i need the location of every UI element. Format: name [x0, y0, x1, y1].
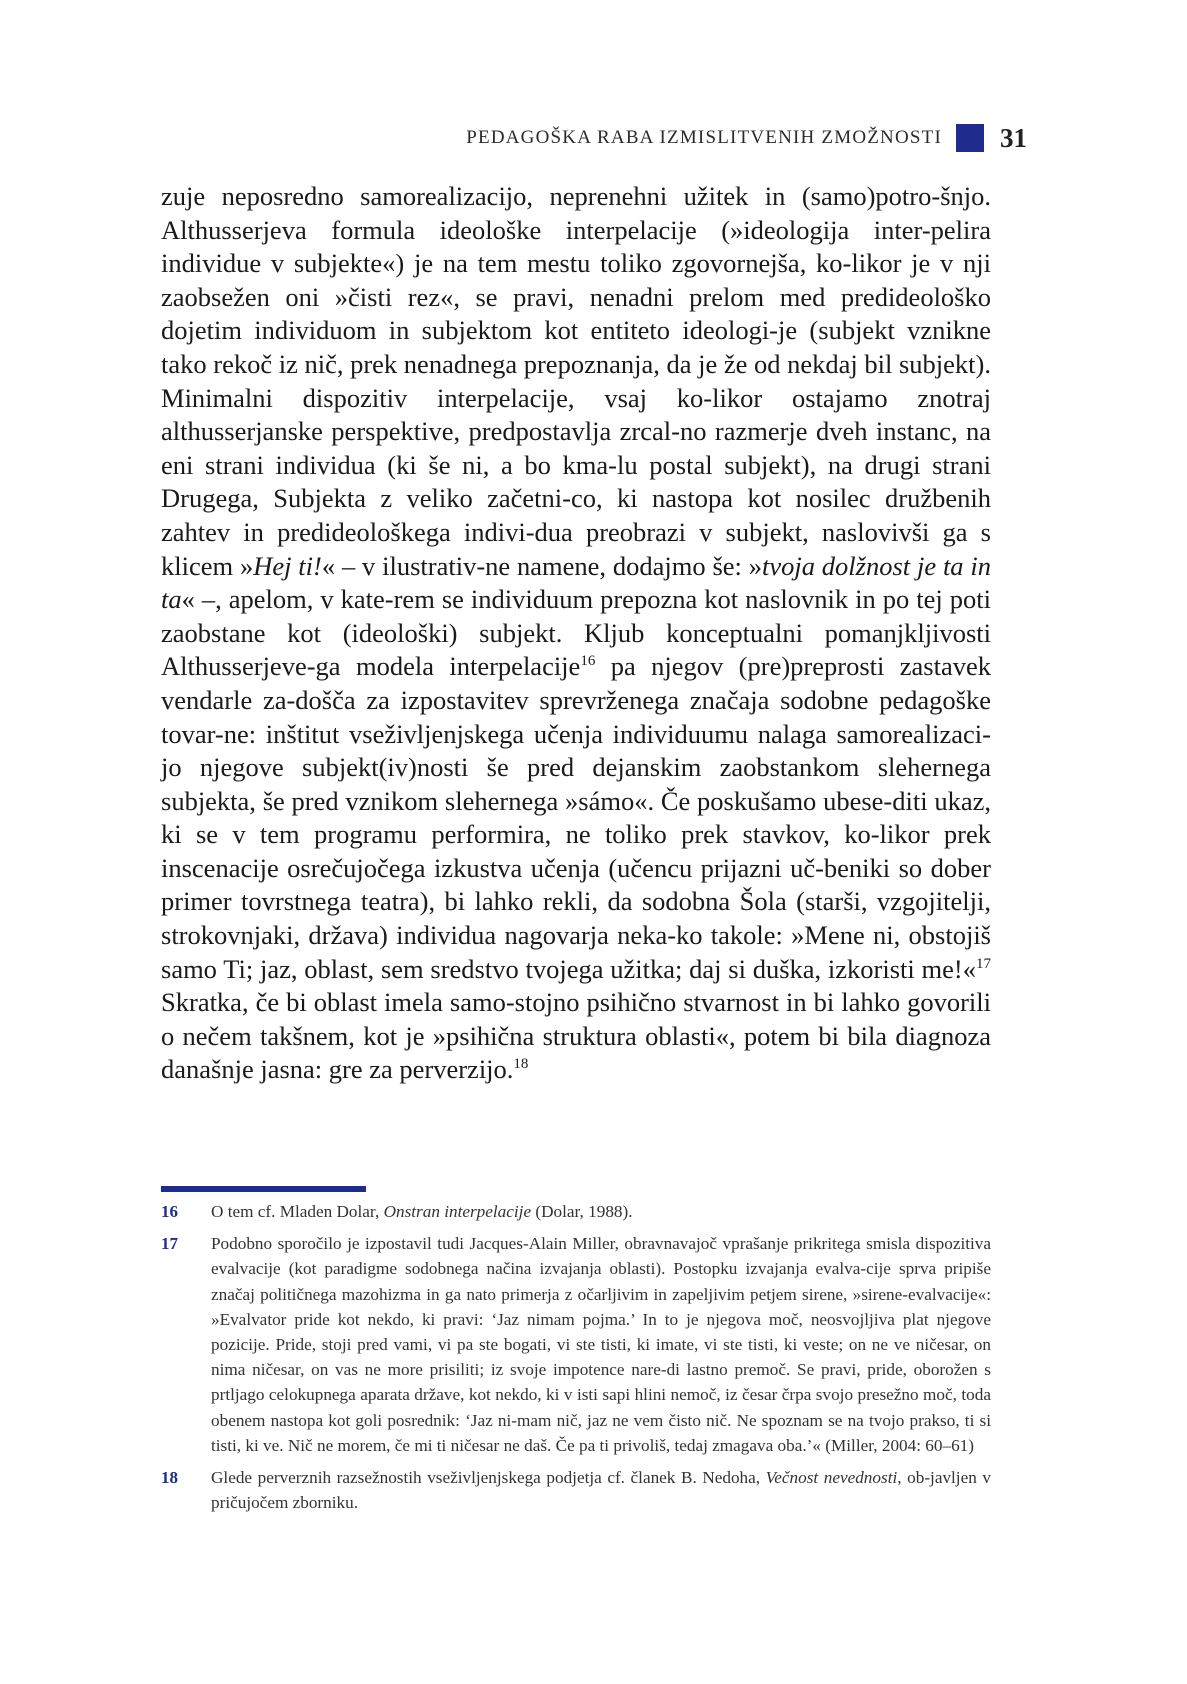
main-text [161, 180, 991, 1087]
italic-title: Onstran interpelacije [383, 1202, 532, 1221]
footnote-number: 16 [161, 1202, 178, 1221]
footnote-ref-17[interactable]: 17 [976, 955, 991, 972]
footnote [161, 1465, 991, 1515]
footnote-text [211, 1199, 991, 1224]
running-header [466, 120, 1027, 156]
text-run: « –, apelom, v kate-rem se individuum prepozna kot naslovnik in po tej poti zaobstane kot (ideološki) subjekt. Kljub konceptualni pomanjkljivosti Althusserjeve-ga modela interpelacije [161, 584, 991, 682]
footnote [161, 1231, 991, 1458]
footnote-ref-18[interactable]: 18 [513, 1056, 529, 1073]
footnote-ref-16[interactable]: 16 [580, 653, 596, 670]
footnote-text [211, 1231, 991, 1458]
footnote [161, 1199, 991, 1224]
footnotes [161, 1199, 991, 1522]
italic-title: Večnost nevednosti [765, 1468, 898, 1488]
text-run: , ob-javljen v pričujočem zborniku. [211, 1468, 991, 1513]
running-title: PEDAGOŠKA RABA IZMISLITVENIH ZMOŽNOSTI [466, 127, 942, 148]
main-paragraph [161, 180, 991, 1087]
italic-phrase: Hej ti! [253, 550, 322, 581]
header-square-marker [956, 124, 984, 152]
text-run: zuje neposredno samorealizacijo, neprenehni užitek in (samo)potro-šnjo. Althusserjeva formula ideološke interpelacije (»ideologija inter-pelira individue v subjekte«) je na tem mestu toliko zgovornejša, ko-likor je v nji zaobsežen oni »čisti rez«, se pravi, nenadni prelom med predideološko dojetim individuom in subjektom kot entiteto ideologi-je (subjekt vznikne tako rekoč iz nič, prek nenadnega prepoznanja, da je že od nekdaj bil subjekt). Minimalni dispozitiv interpelacije, vsaj ko-likor ostajamo znotraj althusserjanske perspektive, predpostavlja zrcal-no razmerje dveh instanc, na eni strani individua (ki še ni, a bo kma-lu postal subjekt), na drugi strani Drugega, Subjekta z veliko začetni-co, ki nastopa kot nosilec družbenih zahtev in predideološkega indivi-dua preobrazi v subjekt, naslovivši ga s klicem » [161, 181, 991, 581]
footnote-text [211, 1465, 991, 1515]
text-run: Glede perverznih razsežnostih vseživljenjskega podjetja cf. članek B. Nedoha, [211, 1468, 766, 1488]
text-run: pa njegov (pre)preprosti zastavek vendarle za-došča za izpostavitev sprevrženega značaja sodobne pedagoške tovar-ne: inštitut vseživljenjskega učenja individuumu nalaga samorealizaci-jo njegove subjekt(iv)nosti še pred dejanskim zaobstankom slehernega subjekta, še pred vznikom slehernega »sámo«. Če poskušamo ubese-diti ukaz, ki se v tem programu performira, ne toliko prek stavkov, ko-likor prek inscenacije osrečujočega izkustva učenja (učencu prijazni uč-beniki so dober primer tovrstnega teatra), bi lahko rekli, da sodobna Šola (starši, vzgojitelji, strokovnjaki, država) individua nagovarja neka-ko takole: »Mene ni, obstojiš samo Ti; jaz, oblast, sem sredstvo tvojega užitka; daj si duška, izkoristi me!« [161, 651, 991, 984]
footnote-number: 18 [161, 1468, 178, 1488]
italic-phrase: tvoja dolžnost je ta in ta [161, 550, 992, 615]
text-run: « – v ilustrativ-ne namene, dodajmo še: » [321, 550, 762, 581]
text-run: O tem cf. Mladen Dolar, [211, 1202, 384, 1221]
text-run: Podobno sporočilo je izpostavil tudi Jacques-Alain Miller, obravnavajoč vprašanje prikritega smisla dispozitiva evalvacije (kot paradigme sodobnega načina izvajanja oblasti). Postopku izvajanja evalva-cije sprva pripiše značaj političnega mazohizma in ga nato primerja z očarljivim in zapeljivim petjem sirene, »sirene-evalvacije«: »Evalvator pride kot nekdo, ki pravi: ‘Jaz nimam pojma.’ In to je njegova moč, neosvojljiva plat njegove pozicije. Pride, stoji pred vami, vi pa ste bogati, vi ste tisti, ki imate, vi ste tisti, ki veste; on ne ve ničesar, on nima ničesar, on vas ne more prisiliti; iz svoje impotence nare-di lastno premoč. Se pravi, pride, oborožen s prtljago celokupnega aparata države, kot nekdo, ki v isti sapi hlini nemoč, iz česar črpa svojo presežno moč, toda obenem nastopa kot goli posrednik: ‘Jaz ni-mam nič, jaz ne vem čisto nič. Ne spoznam se na tvojo prakso, ti si tisti, ki ve. Nič ne morem, če mi ti ničesar ne daš. Če pa ti privoliš, tedaj zmagava oba.’« (Miller, 2004: 60–61) [211, 1234, 991, 1455]
text-run: (Dolar, 1988). [531, 1202, 633, 1221]
footnote-number: 17 [161, 1234, 178, 1254]
page-number: 31 [1000, 122, 1027, 153]
footnote-separator [161, 1186, 366, 1192]
text-run: Skratka, če bi oblast imela samo-stojno psihično stvarnost in bi lahko govorili o nečem takšnem, kot je »psihična struktura oblasti«, potem bi bila diagnoza današnje jasna: gre za perverzijo. [161, 987, 991, 1085]
